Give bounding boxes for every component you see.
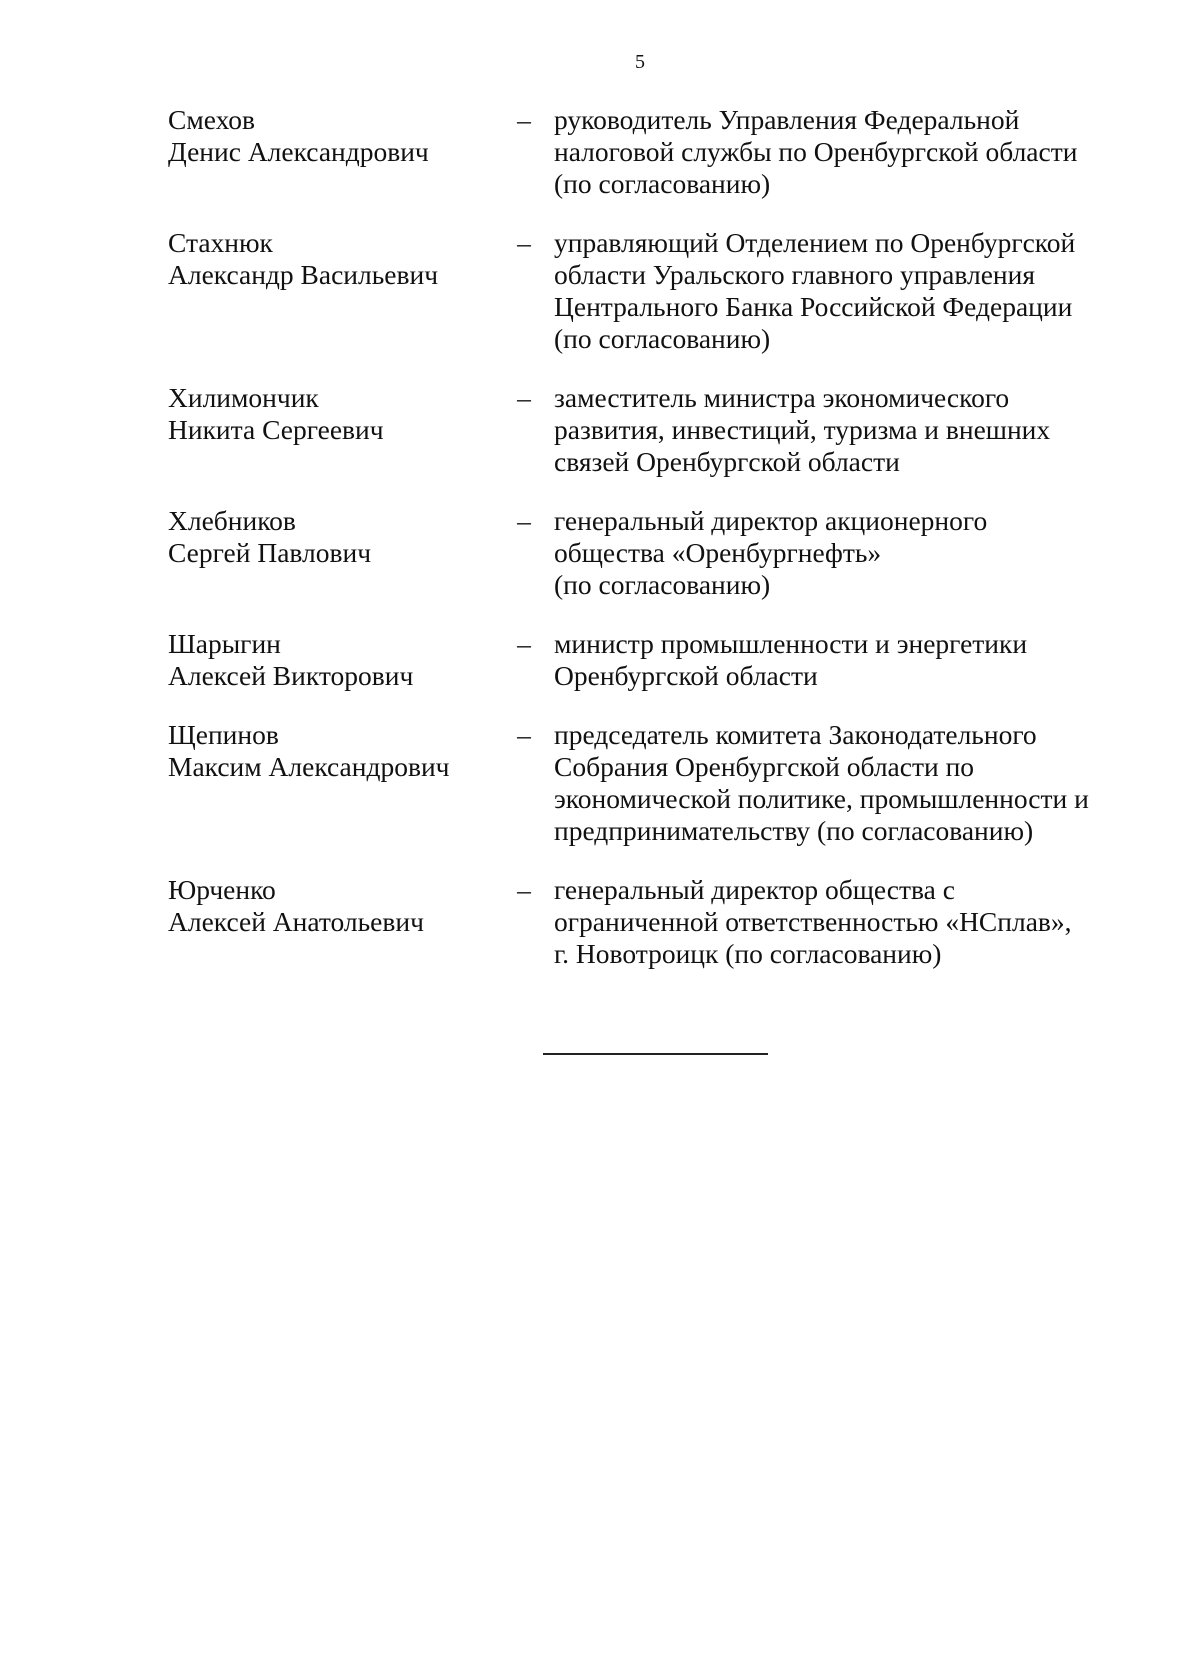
member-surname: Шарыгин xyxy=(168,628,281,659)
member-entry xyxy=(168,382,1128,478)
member-entry xyxy=(168,227,1128,355)
member-name xyxy=(168,505,508,569)
dash-separator: – xyxy=(517,382,531,413)
member-surname: Щепинов xyxy=(168,719,279,750)
dash-separator: – xyxy=(517,628,531,659)
member-name xyxy=(168,874,508,938)
member-given-names: Денис Александрович xyxy=(168,136,429,167)
member-entry xyxy=(168,874,1128,970)
dash-separator: – xyxy=(517,874,531,905)
member-given-names: Алексей Анатольевич xyxy=(168,906,424,937)
member-given-names: Максим Александрович xyxy=(168,751,450,782)
member-surname: Стахнюк xyxy=(168,227,273,258)
member-position: управляющий Отделением по Оренбургской области Уральского главного управления Центрального Банка Российской Федерации (по согласованию) xyxy=(554,227,1076,354)
dash-separator: – xyxy=(517,719,531,750)
end-divider-line xyxy=(543,1053,768,1055)
member-given-names: Алексей Викторович xyxy=(168,660,414,691)
member-given-names: Александр Васильевич xyxy=(168,259,439,290)
member-name xyxy=(168,104,508,168)
member-position: министр промышленности и энергетики Оренбургской области xyxy=(554,628,1028,691)
member-given-names: Сергей Павлович xyxy=(168,537,372,568)
member-name xyxy=(168,719,508,783)
dash-separator: – xyxy=(517,104,531,135)
member-surname: Юрченко xyxy=(168,874,276,905)
member-surname: Хилимончик xyxy=(168,382,319,413)
member-entry xyxy=(168,104,1128,200)
dash-separator: – xyxy=(517,227,531,258)
member-name xyxy=(168,628,508,692)
member-entry xyxy=(168,505,1128,601)
member-name xyxy=(168,382,508,446)
member-position: руководитель Управления Федеральной налоговой службы по Оренбургской области (по согласованию) xyxy=(554,104,1078,199)
member-position: председатель комитета Законодательного Собрания Оренбургской области по экономической политике, промышленности и предпринимательству (по согласованию) xyxy=(554,719,1089,846)
member-position: генеральный директор общества с ограниченной ответственностью «НСплав», г. Новотроицк (по согласованию) xyxy=(554,874,1072,969)
member-surname: Хлебников xyxy=(168,505,296,536)
member-entry xyxy=(168,719,1128,847)
dash-separator: – xyxy=(517,505,531,536)
member-name xyxy=(168,227,508,291)
member-surname: Смехов xyxy=(168,104,256,135)
member-position: заместитель министра экономического развития, инвестиций, туризма и внешних связей Оренбургской области xyxy=(554,382,1051,477)
members-list xyxy=(168,104,1128,970)
member-given-names: Никита Сергеевич xyxy=(168,414,384,445)
member-position: генеральный директор акционерного общества «Оренбургнефть» (по согласованию) xyxy=(554,505,988,600)
page-number: 5 xyxy=(635,51,645,73)
member-entry xyxy=(168,628,1128,692)
